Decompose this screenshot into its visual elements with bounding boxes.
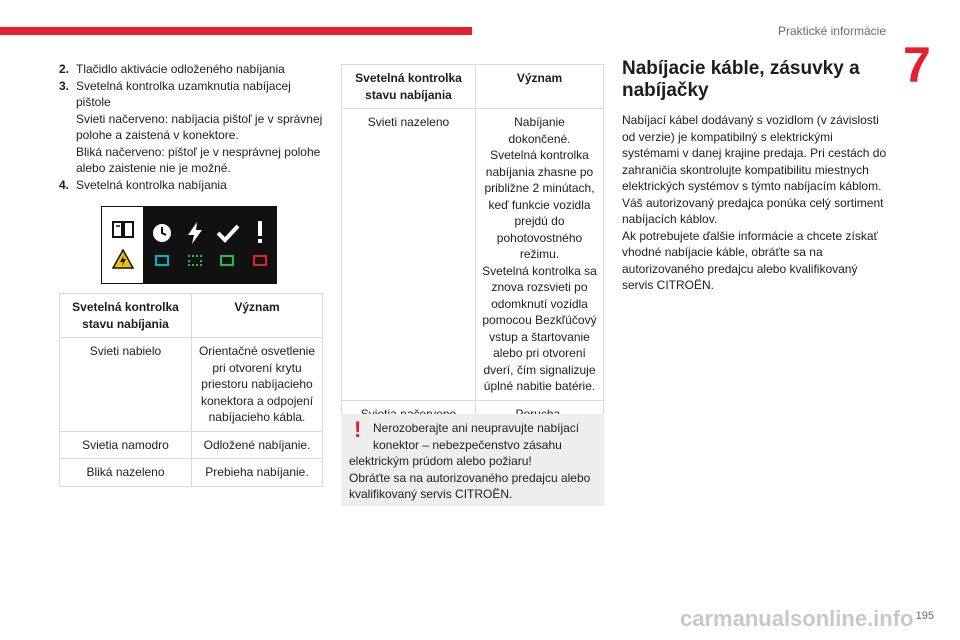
table-cell: Svieti nabielo — [60, 338, 192, 432]
list-item-number: 3. — [59, 78, 70, 93]
table-cell: Prebieha nabíjanie. — [192, 459, 323, 487]
section-title: Nabíjacie káble, zásuvky a nabíjačky — [622, 58, 860, 101]
table-cell: Nabíjanie dokončené. Svetelná kontrolka nabíjania zhasne po približne 2 minútach, keď funkcie vozidla prejdú do pohotovostného režimu. Svetelná kontrolka sa znova rozsvieti po odomknutí vozidla pomocou Bezkľúčový vstup a štartovanie alebo pri otvorení dverí, čím signalizuje úplné nabitie batérie. — [476, 109, 604, 401]
red-indicator-square — [253, 255, 267, 266]
list-item-number: 4. — [59, 177, 70, 192]
check-icon — [216, 223, 240, 243]
list-item — [59, 177, 324, 194]
table-header: Svetelná kontrolka stavu nabíjania — [60, 294, 192, 338]
warning-triangle-icon — [112, 249, 134, 269]
table-cell: Svieti nazeleno — [342, 109, 476, 401]
list-item-text: Svetelná kontrolka nabíjania — [76, 177, 227, 192]
warning-box — [341, 414, 604, 506]
lightning-icon — [185, 221, 205, 245]
table-header: Svetelná kontrolka stavu nabíjania — [342, 65, 476, 109]
panel-left-section — [101, 206, 144, 284]
table-row — [60, 459, 323, 487]
header-title: Praktické informácie — [777, 24, 886, 38]
table-cell: Bliká nazeleno — [60, 459, 192, 487]
blue-indicator-square — [155, 255, 169, 266]
list-item — [59, 78, 324, 177]
list-item — [59, 61, 324, 78]
section-body: Nabíjací kábel dodávaný s vozidlom (v závislosti od verzie) je kompatibilný s elektrickými systémami v danej krajine predaja. Pri cestách do zahraničia skontrolujte kompatibilitu miestnych elektrických systémov s týmto nabíjacím káblom. Váš autorizovaný predajca ponúka celý sortiment nabíjacích káblov. Ak potrebujete ďalšie informácie a chcete získať vhodné nabíjacie káble, obráťte sa na autorizovaného predajcu alebo kvalifikovaný servis CITROËN. — [622, 113, 887, 292]
exclamation-icon — [256, 220, 264, 244]
table-cell: Svietia namodro — [60, 431, 192, 459]
charging-status-table-2 — [341, 64, 604, 428]
column-left — [59, 61, 324, 193]
table-cell: Orientačné osvetlenie pri otvorení krytu priestoru nabíjacieho konektora a odpojení nabíjacieho kábla. — [192, 338, 323, 432]
charging-indicator-panel — [101, 206, 277, 284]
table-row — [60, 431, 323, 459]
green-indicator-square — [220, 255, 234, 266]
clock-icon — [152, 223, 172, 243]
table-header: Význam — [476, 65, 604, 109]
book-icon — [111, 219, 135, 239]
list-item-number: 2. — [59, 62, 70, 76]
table-header-row — [60, 294, 323, 338]
table-header: Význam — [192, 294, 323, 338]
list-item-text: Tlačidlo aktivácie odloženého nabíjania — [76, 62, 285, 76]
header-accent-bar — [0, 27, 472, 35]
table-row — [342, 109, 604, 401]
chapter-number: 7 — [903, 37, 931, 93]
table-header-row — [342, 65, 604, 109]
page-number: 195 — [915, 610, 934, 622]
green-blinking-indicator-square — [188, 255, 202, 266]
table-cell: Odložené nabíjanie. — [192, 431, 323, 459]
warning-exclamation-icon: ! — [354, 417, 362, 442]
numbered-list — [59, 61, 324, 193]
list-item-text: Svetelná kontrolka uzamknutia nabíjacej pištole Svieti načerveno: nabíjacia pištoľ je v správnej polohe a zaistená v konektore. Bliká načerveno: pištoľ je v nesprávnej polohe alebo zaistenie nie je možné. — [76, 78, 323, 175]
watermark: carmanualsonline.info — [680, 606, 914, 631]
warning-text-line2: elektrickým prúdom alebo požiaru! Obráťte sa na autorizovaného predajcu alebo kvalifikovaný servis CITROËN. — [349, 454, 591, 501]
column-right — [622, 58, 892, 294]
table-row — [60, 338, 323, 432]
charging-status-table-1 — [59, 293, 323, 487]
warning-text-line1: Nerozoberajte ani neupravujte nabíjací konektor – nebezpečenstvo zásahu — [373, 421, 580, 452]
